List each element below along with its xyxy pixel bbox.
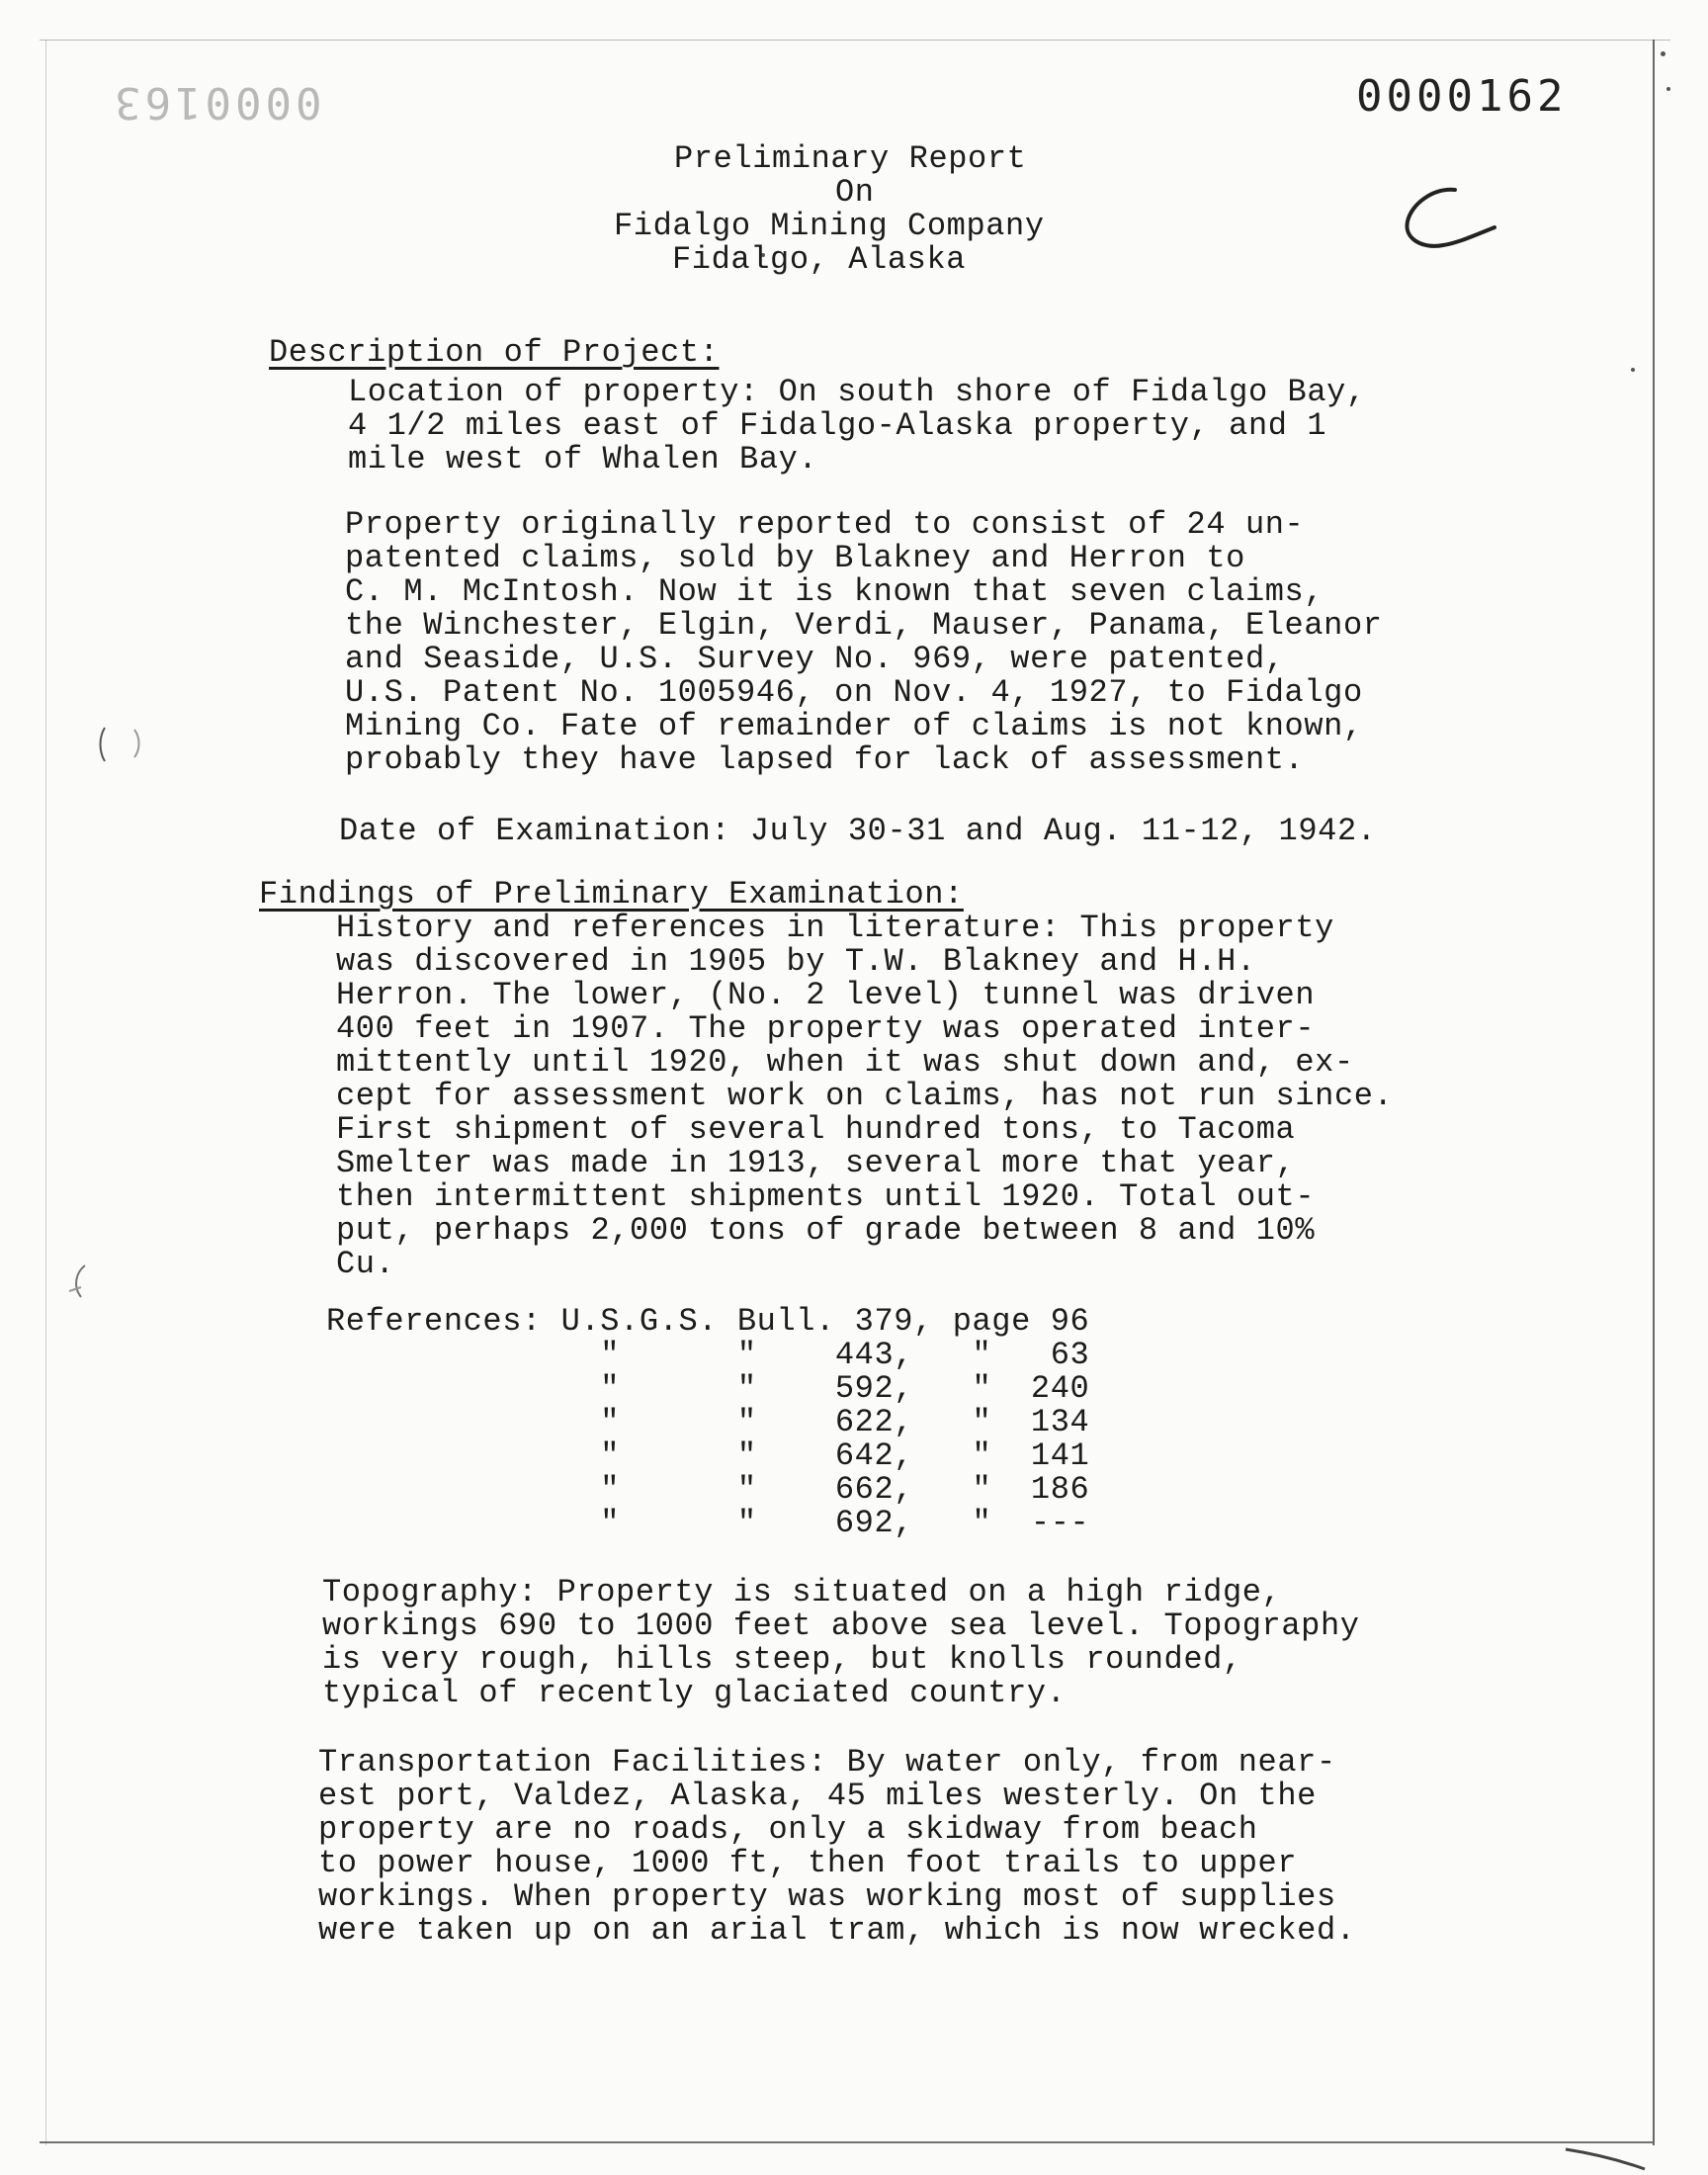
topography-line: workings 690 to 1000 feet above sea level. Topography bbox=[322, 1608, 1360, 1644]
history-line: Herron. The lower, (No. 2 level) tunnel was driven bbox=[336, 977, 1316, 1013]
transportation-line: Transportation Facilities: By water only, from near- bbox=[318, 1744, 1336, 1781]
bleed-through-stamp: 0000163 bbox=[111, 77, 322, 128]
punch-hole-mark bbox=[61, 1258, 121, 1307]
property-line: the Winchester, Elgin, Verdi, Mauser, Panama, Eleanor bbox=[345, 607, 1383, 644]
reference-line: " " 622, " 134 bbox=[326, 1404, 1090, 1440]
history-line: mittently until 1920, when it was shut down and, ex- bbox=[336, 1044, 1354, 1081]
history-line: History and references in literature: This property bbox=[336, 910, 1334, 946]
reference-line: References: U.S.G.S. Bull. 379, page 96 bbox=[326, 1303, 1090, 1340]
location-line: 4 1/2 miles east of Fidalgo-Alaska property, and 1 bbox=[348, 407, 1327, 444]
page-edge-bottom bbox=[40, 2141, 1653, 2143]
history-line: put, perhaps 2,000 tons of grade between 8 and 10% bbox=[336, 1212, 1316, 1249]
transportation-line: were taken up on an arial tram, which is now wrecked. bbox=[318, 1912, 1356, 1949]
scan-speck bbox=[1631, 368, 1635, 372]
history-line: then intermittent shipments until 1920. Total out- bbox=[336, 1178, 1316, 1215]
property-line: and Seaside, U.S. Survey No. 969, were patented, bbox=[345, 641, 1285, 677]
transportation-line: est port, Valdez, Alaska, 45 miles westerly. On the bbox=[318, 1778, 1317, 1814]
page-edge-left bbox=[45, 40, 46, 2145]
handwritten-c-mark bbox=[1394, 178, 1512, 257]
section-heading-description: Description of Project: bbox=[269, 334, 720, 371]
property-line: Mining Co. Fate of remainder of claims is not known, bbox=[345, 708, 1363, 744]
topography-line: typical of recently glaciated country. bbox=[322, 1675, 1067, 1711]
reference-line: " " 443, " 63 bbox=[326, 1337, 1090, 1373]
examination-date: Date of Examination: July 30-31 and Aug. 11-12, 1942. bbox=[339, 813, 1377, 849]
property-line: probably they have lapsed for lack of assessment. bbox=[345, 741, 1305, 778]
history-line: First shipment of several hundred tons, to Tacoma bbox=[336, 1111, 1296, 1148]
header-line: Preliminary Report bbox=[674, 140, 1027, 177]
header-line: Fidalgo, Alaska bbox=[672, 241, 967, 278]
page-edge-right bbox=[1653, 40, 1655, 2145]
punch-hole-mark bbox=[91, 720, 150, 769]
header-line: Fidalgo Mining Company bbox=[614, 208, 1045, 244]
section-heading-findings: Findings of Preliminary Examination: bbox=[259, 876, 964, 913]
scan-speck bbox=[1661, 51, 1665, 56]
property-line: C. M. McIntosh. Now it is known that seven claims, bbox=[345, 573, 1324, 610]
property-line: patented claims, sold by Blakney and Herron to bbox=[345, 540, 1245, 576]
history-line: Smelter was made in 1913, several more that year, bbox=[336, 1145, 1296, 1181]
transportation-line: to power house, 1000 ft, then foot trails to upper bbox=[318, 1845, 1298, 1881]
history-line: Cu. bbox=[336, 1246, 395, 1282]
transportation-line: property are no roads, only a skidway from beach bbox=[318, 1811, 1258, 1848]
history-line: 400 feet in 1907. The property was operated inter- bbox=[336, 1010, 1316, 1047]
page-number-stamp: 0000162 bbox=[1356, 71, 1568, 122]
topography-line: Topography: Property is situated on a high ridge, bbox=[322, 1574, 1282, 1610]
location-line: mile west of Whalen Bay. bbox=[348, 441, 818, 478]
location-line: Location of property: On south shore of Fidalgo Bay, bbox=[348, 374, 1366, 410]
header-line: On bbox=[835, 174, 875, 211]
reference-line: " " 662, " 186 bbox=[326, 1471, 1090, 1508]
transportation-line: workings. When property was working most of supplies bbox=[318, 1878, 1336, 1915]
property-line: Property originally reported to consist of 24 un- bbox=[345, 506, 1305, 543]
topography-line: is very rough, hills steep, but knolls rounded, bbox=[322, 1641, 1242, 1678]
page-edge-top bbox=[40, 40, 1670, 41]
history-line: was discovered in 1905 by T.W. Blakney and H.H. bbox=[336, 943, 1256, 980]
reference-line: " " 642, " 141 bbox=[326, 1437, 1090, 1474]
corner-scratch-mark bbox=[1562, 2143, 1651, 2173]
scan-speck bbox=[1666, 87, 1670, 91]
reference-line: " " 692, " --- bbox=[326, 1505, 1090, 1541]
reference-line: " " 592, " 240 bbox=[326, 1370, 1090, 1407]
history-line: cept for assessment work on claims, has not run since. bbox=[336, 1078, 1394, 1114]
property-line: U.S. Patent No. 1005946, on Nov. 4, 1927, to Fidalgo bbox=[345, 674, 1363, 711]
